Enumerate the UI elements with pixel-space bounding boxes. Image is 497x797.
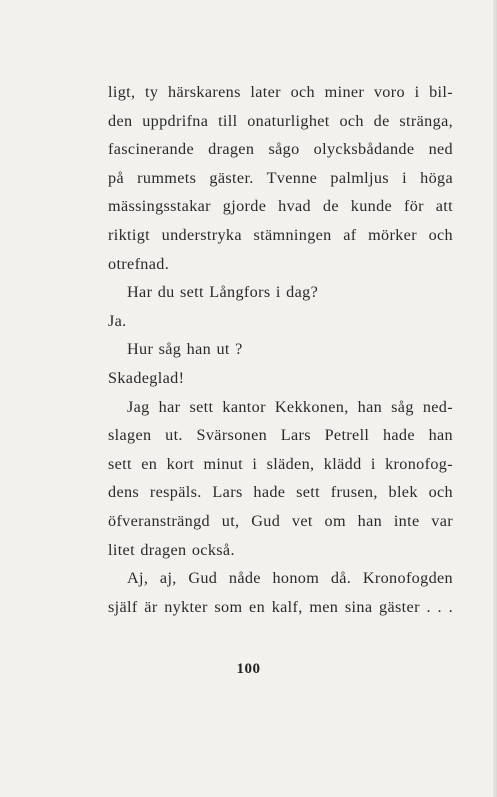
text-line: otrefnad. [108,254,170,273]
text-line: Aj, aj, Gud nåde honom då. Kronofogden [127,569,453,588]
dialogue-line: Skadeglad! [108,368,185,387]
text-line: ligt, ty härskarens later och miner voro i bil- [108,83,453,101]
text-line: riktigt understryka stämningen af mörker och [108,225,453,244]
page-number: 100 [236,661,261,677]
text-line: dens respäls. Lars hade sett frusen, blek och [108,483,453,502]
text-line: slagen ut. Svärsonen Lars Petrell hade han [108,426,453,445]
body-text [108,78,453,621]
text-line: på rummets gäster. Tvenne palmljus i höga [108,168,453,187]
text-line: den uppdrifna till onaturlighet och de stränga, [108,111,453,130]
text-line: sett en kort minut i släden, klädd i kronofog- [108,454,453,473]
text-line: Jag har sett kantor Kekkonen, han såg ned- [127,397,453,416]
dialogue-line: Ja. [108,311,127,330]
text-line: själf är nykter som en kalf, men sina gäster . . . [108,597,453,616]
dialogue-line: Hur såg han ut ? [127,340,243,359]
text-line: fascinerande dragen sågo olycksbådande ned [108,140,453,159]
dialogue-line: Har du sett Långfors i dag? [127,283,319,302]
text-line: öfveransträngd ut, Gud vet om han inte var [108,511,453,530]
text-line: mässingsstakar gjorde hvad de kunde för att [108,197,453,216]
page-edge [493,0,497,797]
text-line: litet dragen också. [108,540,235,559]
